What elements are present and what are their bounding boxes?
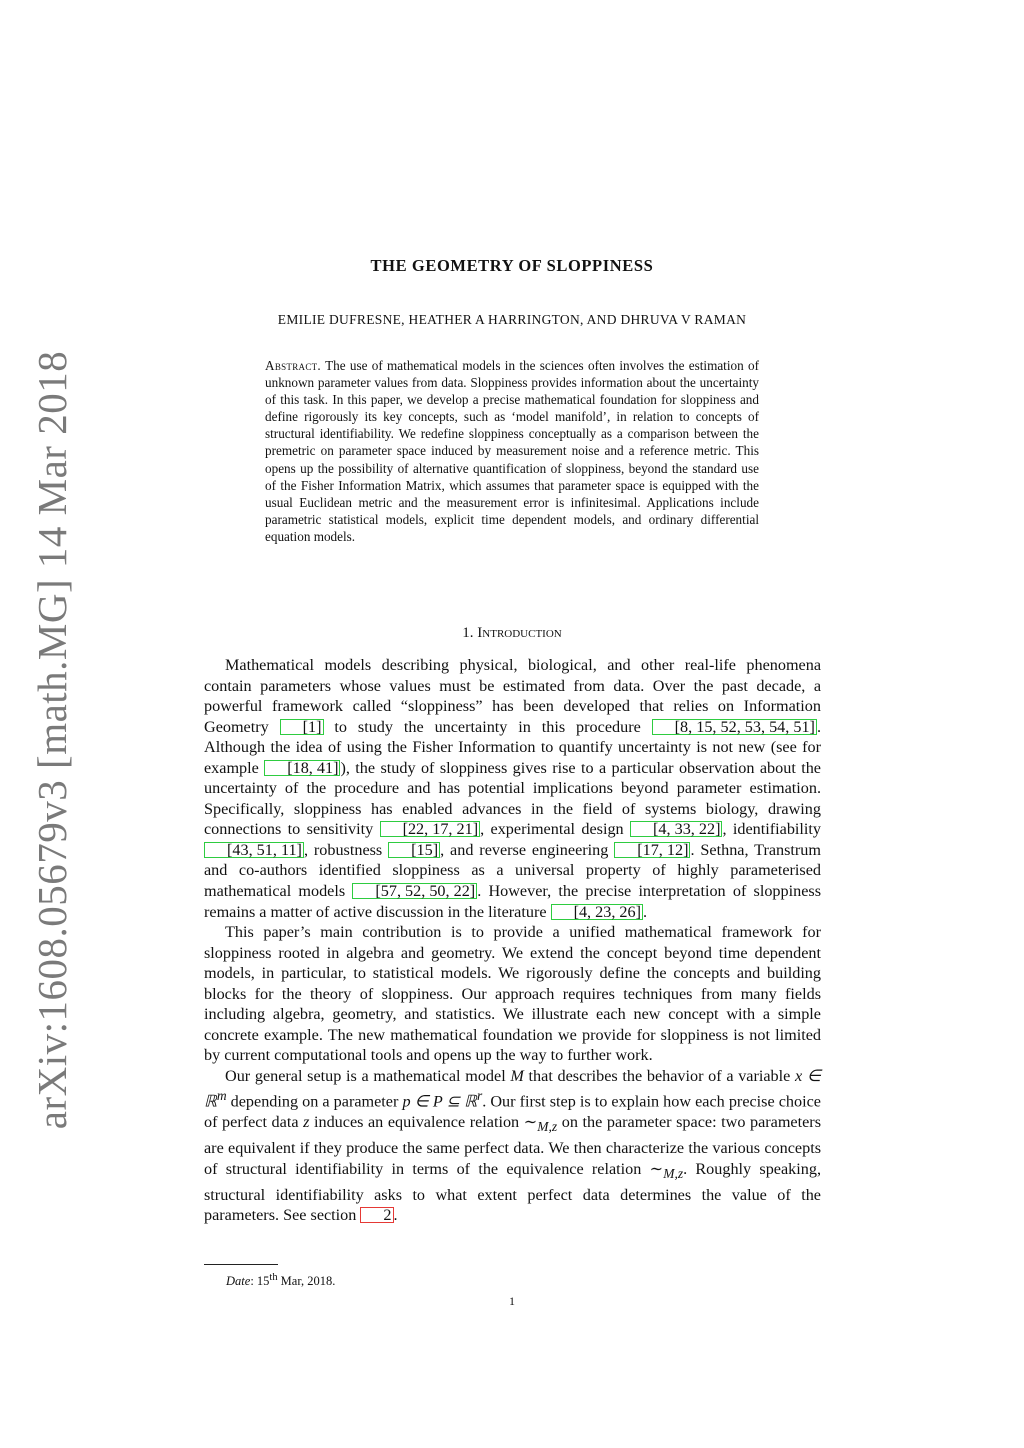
math-symbol: z — [303, 1113, 310, 1132]
footnote: Date: 15th Mar, 2018. — [226, 1272, 336, 1289]
section-title: Introduction — [477, 625, 562, 641]
footnote-rule — [204, 1264, 278, 1265]
section-number: 1. — [462, 625, 474, 641]
abstract-text: The use of mathematical models in the sciences often involves the estimation of unknown parameter values from data. Sloppiness provides information about the uncertainty of this task. In this paper, we develop a precise mathematical foundation for sloppiness and define rigorously its key concepts, such as ‘model manifold’, in relation to concepts of structural identifiability. We redefine sloppiness conceptually as a comparison between the premetric on parameter space induced by measurement noise and a reference metric. This opens up the possibility of alternative quantification of sloppiness, beyond the standard use of the Fisher Information Matrix, which assumes that parameter space is equipped with the usual Euclidean metric and the measurement error is infinitesimal. Applications include parametric statistical models, explicit time dependent models, and ordinary differential equation models. — [265, 358, 759, 544]
paragraph-3: Our general setup is a mathematical model M that describes the behavior of a variable x ∈ ℝ$^m$ depending on a parameter p ∈ P ⊆ ℝ$^r$. Our first step is to explain how each precise choice of perfect data z induces an equivalence relation $\sim_{M,z}$ on the parameter space: two parameters are equivalent if they produce the same perfect data. We then characterize the various concepts of structural identifiability in terms of the equivalence relation $\sim_{M,z}$. Roughly speaking, structural identifiability asks to what extent perfect data determines the value of the parameters. See section 2 . — [204, 1066, 821, 1225]
math-expression: p ∈ P ⊆ ℝ — [402, 1092, 477, 1111]
citation-link[interactable]: [1] — [280, 719, 324, 735]
citation-link[interactable]: [57, 52, 50, 22] — [352, 883, 477, 899]
math-expression: x ∈ ℝ — [204, 1066, 821, 1111]
abstract — [265, 357, 759, 545]
paper-title: THE GEOMETRY OF SLOPPINESS — [370, 256, 654, 275]
authors: EMILIE DUFRESNE, HEATHER A HARRINGTON, AND DHRUVA V RAMAN — [277, 312, 747, 327]
paragraph-2: This paper’s main contribution is to provide a unified mathematical framework for sloppiness rooted in algebra and geometry. We extend the concept beyond time dependent models, in particular, to statistical models. We rigorously define the concepts and building blocks for the theory of sloppiness. Our approach requires techniques from many fields including algebra, geometry, and statistics. We illustrate each new concept with a simple concrete example. The new mathematical foundation we provide for sloppiness is not limited by current computational tools and opens up the way to further work. — [204, 923, 821, 1065]
math-relation: ∼ — [649, 1159, 664, 1178]
page-number: 1 — [509, 1294, 515, 1308]
citation-link[interactable]: [4, 33, 22] — [630, 821, 722, 837]
citation-link[interactable]: [15] — [388, 842, 440, 858]
math-relation: ∼ — [523, 1113, 538, 1132]
section-link[interactable]: 2 — [360, 1207, 393, 1223]
paragraph-1: Mathematical models describing physical, biological, and other real-life phenomena contain parameters whose values must be estimated from data. Over the past decade, a powerful framework called “sloppiness” has been developed that relies on Information Geometry [1] to study the uncertainty in this procedure [8, 15, 52, 53, 54, 51] . Although the idea of using the Fisher Information to quantify uncertainty is not new (see for example [18, 41] ), the study of sloppiness gives rise to a particular observation about the uncertainty of the procedure and has potential implications beyond parameter estimation. Specifically, sloppiness has enabled advances in the field of systems biology, drawing connections to sensitivity [22, 17, 21] , experimental design [4, 33, 22] , identifiability [43, 51, 11] , robustness [15] , and reverse engineering [17, 12] . Sethna, Transtrum and co-authors identified sloppiness as a universal property of highly parameterised mathematical models [57, 52, 50, 22] . However, the precise interpretation of sloppiness remains a matter of active discussion in the literature [4, 23, 26] . — [204, 656, 821, 921]
citation-link[interactable]: [8, 15, 52, 53, 54, 51] — [652, 719, 817, 735]
body-text — [204, 655, 821, 1226]
citation-link[interactable]: [17, 12] — [614, 842, 690, 858]
section-heading — [0, 625, 1024, 642]
citation-link[interactable]: [18, 41] — [264, 760, 340, 776]
citation-link[interactable]: [4, 23, 26] — [551, 904, 643, 920]
citation-link[interactable]: [22, 17, 21] — [380, 821, 481, 837]
arxiv-identifier: arXiv:1608.05679v3 [math.MG] 14 Mar 2018 — [29, 350, 75, 1130]
citation-link[interactable]: [43, 51, 11] — [204, 842, 304, 858]
abstract-label: Abstract. — [265, 358, 322, 373]
math-symbol: M — [510, 1066, 524, 1085]
